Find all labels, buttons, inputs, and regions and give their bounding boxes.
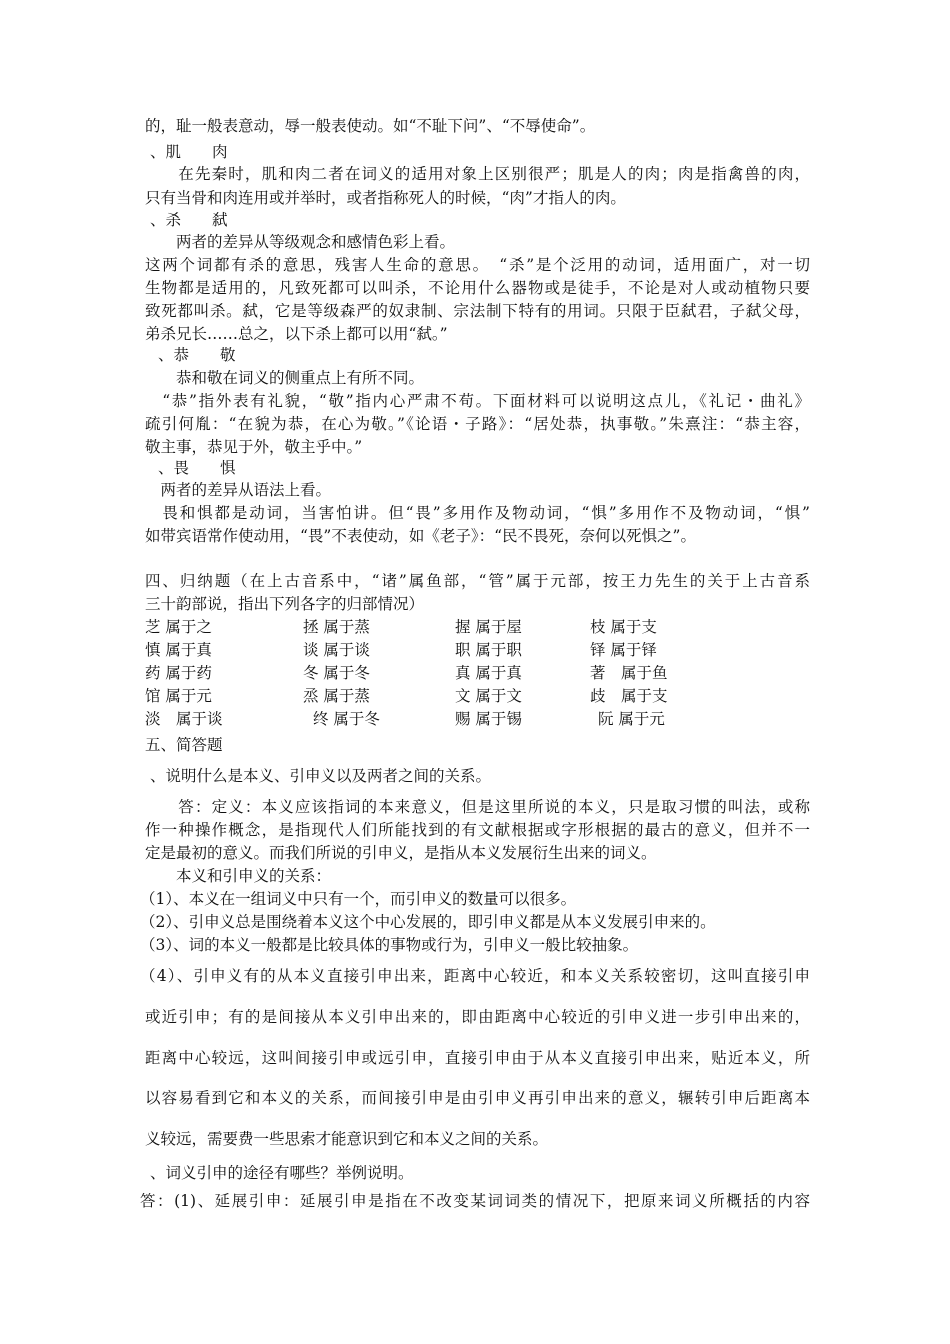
table-cell: 终 属于冬 — [313, 710, 380, 728]
section-title-4-cont: 三十韵部说，指出下列各字的归部情况） — [145, 595, 425, 613]
paragraph-line: 敬主事，恭见于外，敬主乎中。” — [145, 438, 363, 456]
list-item: （4）、引申义有的从本义直接引申出来，距离中心较近，和本义关系较密切，这叫直接引申 — [140, 967, 810, 985]
answer-line: 答：定义：本义应该指词的本来意义，但是这里所说的本义，只是取习惯的叫法，或称 — [145, 798, 810, 816]
question-2: 、词义引申的途径有哪些？举例说明。 — [150, 1164, 414, 1182]
paragraph-line: 恭和敬在词义的侧重点上有所不同。 — [145, 369, 425, 387]
paragraph-line: 弟杀兄长……总之，以下杀上都可以用“弑。” — [145, 325, 448, 343]
paragraph-line: 两者的差异从语法上看。 — [145, 481, 332, 499]
list-item-cont: 义较远，需要费一些思索才能意识到它和本义之间的关系。 — [145, 1130, 549, 1148]
table-cell: 拯 属于蒸 — [303, 618, 370, 636]
section-title-5: 五、简答题 — [145, 736, 223, 754]
table-cell: 枝 属于支 — [590, 618, 657, 636]
answer-line: 作一种操作概念，是指现代人们所能找到的有文献根据或字形根据的最古的意义，但并不一 — [145, 821, 810, 839]
table-cell: 阮 属于元 — [598, 710, 665, 728]
list-item-cont: 距离中心较远，这叫间接引申或远引申，直接引申由于从本义直接引申出来，贴近本义，所 — [145, 1049, 810, 1067]
table-cell: 冬 属于冬 — [303, 664, 370, 682]
paragraph-line: 疏引何胤：“在貌为恭，在心为敬。”《论语・子路》：“居处恭，执事敬。”朱熹注：“恭主容， — [145, 415, 810, 433]
table-cell: 赐 属于锡 — [455, 710, 522, 728]
paragraph-line: 两者的差异从等级观念和感情色彩上看。 — [145, 233, 456, 251]
list-item-cont: 以容易看到它和本义的关系，而间接引申是由引申义再引申出来的意义，辗转引申后距离本 — [145, 1089, 810, 1107]
paragraph-line: 在先秦时，肌和肉二者在词义的适用对象上区别很严；肌是人的肉；肉是指禽兽的肉， — [145, 165, 810, 183]
table-cell: 谈 属于谈 — [303, 641, 370, 659]
item-heading: 、畏 惧 — [158, 459, 236, 477]
table-cell: 淡 属于谈 — [145, 710, 223, 728]
table-cell: 铎 属于铎 — [590, 641, 657, 659]
answer-line: 答：(1)、延展引申：延展引申是指在不改变某词词类的情况下，把原来词义所概括的内容 — [140, 1192, 810, 1210]
list-item: （2）、引申义总是围绕着本义这个中心发展的，即引申义都是从本义发展引申来的。 — [140, 913, 716, 931]
table-cell: 歧 属于支 — [590, 687, 668, 705]
question-1: 、说明什么是本义、引申义以及两者之间的关系。 — [150, 767, 492, 785]
list-item: （3）、词的本义一般都是比较具体的事物或行为，引申义一般比较抽象。 — [140, 936, 639, 954]
table-cell: 烝 属于蒸 — [303, 687, 370, 705]
section-title-4: 四、归纳题（在上古音系中，“诸”属鱼部，“管”属于元部，按王力先生的关于上古音系 — [145, 572, 810, 590]
paragraph-line: “恭”指外表有礼貌，“敬”指内心严肃不苟。下面材料可以说明这点儿，《礼记・曲礼》 — [145, 392, 810, 410]
item-heading: 、杀 弑 — [150, 211, 228, 229]
table-cell: 真 属于真 — [455, 664, 522, 682]
table-cell: 文 属于文 — [455, 687, 522, 705]
paragraph-line: 生物都是适用的，凡致死都可以叫杀，不论用什么器物或是徒手，不论是对人或动植物只要 — [145, 279, 810, 297]
table-cell: 药 属于药 — [145, 664, 212, 682]
table-cell: 职 属于职 — [455, 641, 522, 659]
list-item: （1）、本义在一组词义中只有一个，而引申义的数量可以很多。 — [140, 890, 577, 908]
list-item-cont: 或近引申；有的是间接从本义引申出来的，即由距离中心较近的引申义进一步引申出来的， — [145, 1008, 810, 1026]
paragraph-line: 致死都叫杀。弑，它是等级森严的奴隶制、宗法制下特有的用词。只限于臣弑君，子弑父母， — [145, 302, 810, 320]
relation-title: 本义和引申义的关系： — [145, 867, 332, 885]
paragraph-line: 如带宾语常作使动用，“畏”不表使动，如《老子》：“民不畏死，奈何以死惧之”。 — [145, 527, 696, 545]
paragraph-line: 这两个词都有杀的意思，残害人生命的意思。 “杀”是个泛用的动词，适用面广，对一切 — [145, 256, 810, 274]
table-cell: 著 属于鱼 — [590, 664, 668, 682]
table-cell: 馆 属于元 — [145, 687, 212, 705]
paragraph-line: 畏和惧都是动词，当害怕讲。但“畏”多用作及物动词，“惧”多用作不及物动词，“惧” — [145, 504, 810, 522]
paragraph-line: 的，耻一般表意动，辱一般表使动。如“不耻下问”、“不辱使命”。 — [145, 117, 596, 135]
item-heading: 、恭 敬 — [158, 346, 236, 364]
table-cell: 握 属于屋 — [455, 618, 522, 636]
item-heading: 、肌 肉 — [150, 143, 228, 161]
table-cell: 芝 属于之 — [145, 618, 212, 636]
table-cell: 慎 属于真 — [145, 641, 212, 659]
answer-line: 定是最初的意义。而我们所说的引申义，是指从本义发展衍生出来的词义。 — [145, 844, 657, 862]
paragraph-line: 只有当骨和肉连用或并举时，或者指称死人的时候，“肉”才指人的肉。 — [145, 189, 626, 207]
